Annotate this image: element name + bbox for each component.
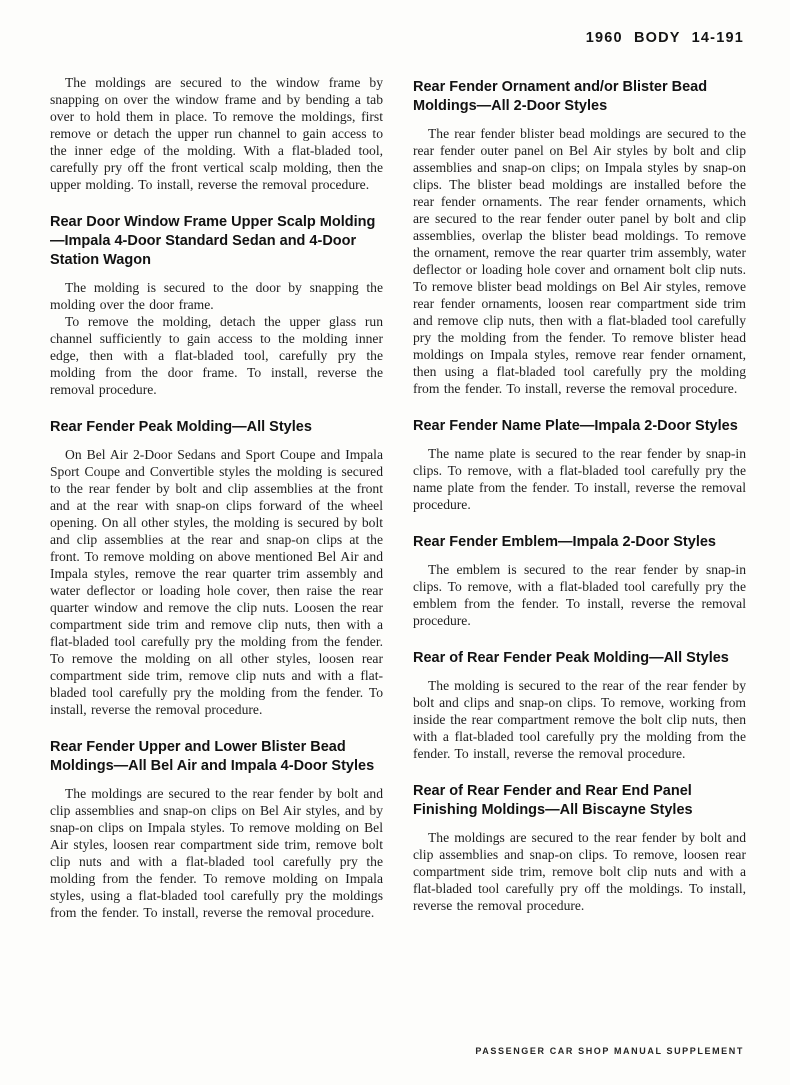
right-column [413,74,746,921]
text-columns [50,74,747,921]
paragraph: On Bel Air 2-Door Sedans and Sport Coupe and Impala Sport Coupe and Convertible styles the molding is secured to the rear fender by bolt and clip assemblies at the front and at the rear with snap-on clips forward of the wheel opening. On all other styles, the molding is secured by bolt and clip assemblies at the rear and snap-on clips at the front. To remove molding on above mentioned Bel Air and Impala styles, remove the rear quarter trim assembly and water deflector or loading hole cover, then raise the rear quarter window and remove the clip nuts. Loosen the rear compartment side trim and remove clip nuts, then with a flat-bladed tool carefully pry the molding from the fender. To remove the molding on all other styles, loosen rear compartment side trim, remove clip nuts and with a flat-bladed tool carefully pry the molding from the fender. To install, reverse the removal procedure. [50,447,383,717]
section-rear-end-panel-finishing-moldings [413,782,746,914]
section-heading: Rear of Rear Fender Peak Molding—All Styles [413,650,729,666]
section-rear-fender-ornament-blister-bead-moldings [413,78,746,397]
section-heading: Rear Fender Emblem—Impala 2-Door Styles [413,534,716,550]
paragraph: The molding is secured to the door by snapping the molding over the door frame. [50,280,383,312]
section-heading: Rear of Rear Fender and Rear End Panel Finishing Moldings—All Biscayne Styles [413,783,693,818]
section-heading: Rear Fender Upper and Lower Blister Bead Moldings—All Bel Air and Impala 4-Door Styles [50,739,375,774]
paragraph: The moldings are secured to the window frame by snapping on over the window frame and by bending a tab over to hold them in place. To remove the moldings, first remove or detach the upper run channel to gain access to the inner edge of the molding. With a flat-bladed tool, carefully pry off the front vertical scalp molding, then the upper molding. To install, reverse the removal procedure. [50,75,383,192]
section-heading: Rear Fender Peak Molding—All Styles [50,419,312,435]
paragraph: The moldings are secured to the rear fender by bolt and clip assemblies and snap-on clips on Bel Air styles, and by snap-on clips on Impala styles. To remove molding on Bel Air styles, loosen rear compartment side trim, remove bolt clip nuts and with a flat-bladed tool carefully pry the molding from the fender. To remove molding on Impala styles, using a flat-bladed tool carefully pry the moldings from the fender. To install, reverse the removal procedure. [50,786,383,920]
section-heading: Rear Door Window Frame Upper Scalp Molding—Impala 4-Door Standard Sedan and 4-Door Station Wagon [50,214,376,268]
paragraph: The molding is secured to the rear of the rear fender by bolt and clips and snap-on clips. To remove, working from inside the rear compartment remove the bolt clip nuts, then with a flat-bladed tool carefully pry the molding from the fender. To install, reverse the removal procedure. [413,678,746,761]
paragraph: The name plate is secured to the rear fender by snap-in clips. To remove, with a flat-bladed tool carefully pry the name plate from the fender. To install, reverse the removal procedure. [413,446,746,512]
paragraph: The emblem is secured to the rear fender by snap-in clips. To remove, with a flat-bladed tool carefully pry the emblem from the fender. To install, reverse the removal procedure. [413,562,746,628]
paragraph: The moldings are secured to the rear fender by bolt and clip assemblies and snap-on clips. To remove, loosen rear compartment side trim, remove bolt clip nuts and with a flat-bladed tool carefully pry off the moldings. To install, reverse the removal procedure. [413,830,746,913]
page-header: 1960 BODY 14-191 [585,30,744,46]
section-heading: Rear Fender Name Plate—Impala 2-Door Styles [413,418,738,434]
section-rear-door-window-frame-upper-scalp-molding [50,213,383,398]
section-rear-of-rear-fender-peak-molding [413,649,746,762]
left-column [50,74,383,921]
section-rear-fender-peak-molding [50,418,383,718]
paragraph: To remove the molding, detach the upper glass run channel sufficiently to gain access to the molding inner edge, then with a flat-bladed tool, carefully pry the molding from the door frame. To install, reverse the removal procedure. [50,314,383,397]
paragraph: The rear fender blister bead moldings are secured to the rear fender outer panel on Bel Air styles by bolt and clip assemblies and snap-on clips; on Impala styles by snap-on clips. The blister bead moldings are installed before the rear fender ornaments. The rear fender ornaments, which are secured to the rear fender outer panel by bolt and clip assemblies, overlap the blister bead moldings. To remove the ornament, remove the rear quarter trim assembly, water deflector or loading hole cover and ornament bolt clip nuts. To remove blister bead moldings on Bel Air styles, remove rear fender ornaments, loosen rear compartment side trim and remove clip nuts, then with a flat-bladed tool carefully pry the molding from the fender. To remove blister head moldings on Impala styles, remove rear fender ornament, then using a flat-bladed tool carefully pry the molding from the fender. To install, reverse the removal procedure. [413,126,746,396]
section-rear-fender-emblem [413,533,746,629]
section-heading: Rear Fender Ornament and/or Blister Bead Moldings—All 2-Door Styles [413,79,708,114]
section-continued-text [50,74,383,193]
section-rear-fender-upper-lower-blister-bead-moldings [50,738,383,921]
page-footer: PASSENGER CAR SHOP MANUAL SUPPLEMENT [475,1046,744,1056]
section-rear-fender-name-plate [413,417,746,513]
